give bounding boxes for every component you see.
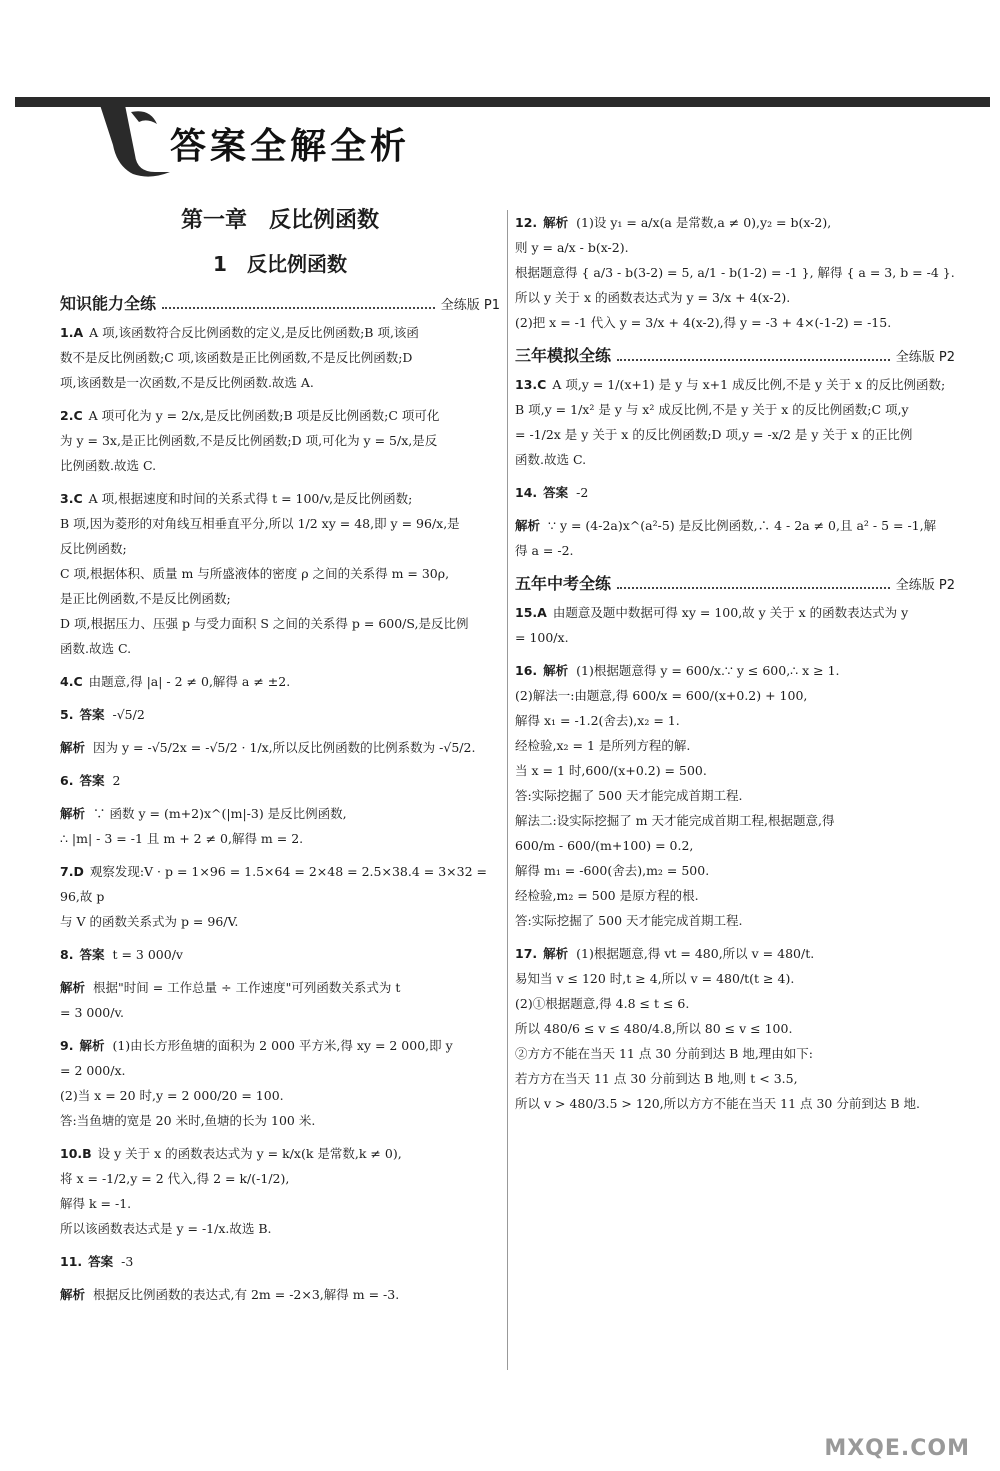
header-logo-icon [95, 100, 175, 180]
answer-line: 比例函数.故选 C. [60, 458, 157, 473]
section-leader [617, 577, 890, 589]
answer-line [60, 702, 500, 727]
answer-line: ②方方不能在当天 11 点 30 分前到达 B 地,理由如下: [515, 1046, 814, 1061]
question-number: 13.C [515, 377, 547, 392]
answer-line [60, 1141, 500, 1166]
answer-line: = -1/2x 是 y 关于 x 的反比例函数;D 项,y = -x/2 是 y 关于 x 的正比例 [515, 427, 913, 442]
question-number: 1.A [60, 325, 84, 340]
question-number: 3.C [60, 491, 83, 506]
section-page-ref: 全练版 P2 [895, 578, 955, 593]
question-number: 15.A [515, 605, 547, 620]
section-name: 知识能力全练 [60, 294, 157, 313]
answer-line: 则 y = a/x - b(x-2). [515, 240, 629, 255]
answer-line: = 3 000/v. [60, 1005, 124, 1020]
answer-line: C 项,根据体积、质量 m 与所盛液体的密度 ρ 之间的关系得 m = 30ρ, [60, 566, 450, 581]
answer-item [60, 859, 500, 934]
left-sections [60, 291, 500, 1307]
answer-line [515, 658, 955, 683]
question-number: 10.B [60, 1146, 92, 1161]
answer-text: -√5/2 [112, 707, 145, 722]
answer-line: (2)把 x = -1 代入 y = 3/x + 4(x-2),得 y = -3 + 4×(-1-2) = -15. [515, 315, 892, 330]
answer-item [60, 801, 500, 851]
answer-item [60, 1141, 500, 1241]
answer-text: (1)根据题意得 y = 600/x.∵ y ≤ 600,∴ x ≥ 1. [576, 663, 840, 678]
answer-item [515, 513, 955, 563]
answer-text: 2 [112, 773, 121, 788]
section-leader [617, 349, 890, 361]
answer-text: 由题意,得 |a| - 2 ≠ 0,解得 a ≠ ±2. [88, 674, 291, 689]
answer-line: 经检验,m₂ = 500 是原方程的根. [515, 888, 699, 903]
answer-line: = 2 000/x. [60, 1063, 126, 1078]
answer-item [515, 658, 955, 933]
answer-line: 将 x = -1/2,y = 2 代入,得 2 = k/(-1/2), [60, 1171, 290, 1186]
answer-item [60, 486, 500, 661]
answer-line: 数不是反比例函数;C 项,该函数是正比例函数,不是反比例函数;D [60, 350, 413, 365]
answer-line: 函数.故选 C. [60, 641, 132, 656]
answer-item [515, 600, 955, 650]
answer-label: 解析 [60, 740, 86, 755]
answer-label: 解析 [79, 1038, 105, 1053]
question-number: 7.D [60, 864, 84, 879]
question-number: 9. [60, 1038, 74, 1053]
answer-line: 所以该函数表达式是 y = -1/x.故选 B. [60, 1221, 272, 1236]
answer-line [60, 669, 500, 694]
answer-line [60, 403, 500, 428]
answer-text: t = 3 000/v [112, 947, 183, 962]
answer-line: 为 y = 3x,是正比例函数,不是反比例函数;D 项,可化为 y = 5/x,是反 [60, 433, 438, 448]
answer-item [60, 403, 500, 478]
right-column [515, 210, 955, 1370]
answer-item [60, 975, 500, 1025]
right-top-items [515, 210, 955, 335]
answer-item [60, 942, 500, 967]
answer-line: 根据题意得 { a/3 - b(3-2) = 5, a/1 - b(1-2) = -1 }, 解得 { a = 3, b = -4 }. [515, 265, 955, 280]
question-number: 2.C [60, 408, 83, 423]
answer-text: ∵ 函数 y = (m+2)x^(|m|-3) 是反比例函数, [93, 806, 347, 821]
answer-label: 解析 [515, 518, 541, 533]
answer-line: = 100/x. [515, 630, 569, 645]
answer-line: 答:实际挖掘了 500 天才能完成首期工程. [515, 788, 743, 803]
answer-item [60, 768, 500, 793]
answer-label: 答案 [79, 707, 105, 722]
answer-line: (2)当 x = 20 时,y = 2 000/20 = 100. [60, 1088, 284, 1103]
answer-line: 当 x = 1 时,600/(x+0.2) = 500. [515, 763, 707, 778]
answer-line [515, 600, 955, 625]
answer-text: ∵ y = (4-2a)x^(a²-5) 是反比例函数,∴ 4 - 2a ≠ 0,且 a² - 5 = -1,解 [548, 518, 937, 533]
answer-item [515, 372, 955, 472]
answer-line: 解得 m₁ = -600(舍去),m₂ = 500. [515, 863, 710, 878]
answer-line: 解得 k = -1. [60, 1196, 132, 1211]
answer-line: 是正比例函数,不是反比例函数; [60, 591, 231, 606]
answer-line [515, 941, 955, 966]
question-number: 4.C [60, 674, 83, 689]
question-number: 8. [60, 947, 74, 962]
answer-item [60, 1282, 500, 1307]
answer-line [60, 486, 500, 511]
answer-line: 所以 v > 480/3.5 > 120,所以方方不能在当天 11 点 30 分前到达 B 地. [515, 1096, 920, 1111]
answer-line: B 项,y = 1/x² 是 y 与 x² 成反比例,不是 y 关于 x 的反比例函数;C 项,y [515, 402, 909, 417]
answer-line: D 项,根据压力、压强 p 与受力面积 S 之间的关系得 p = 600/S,是反比例 [60, 616, 469, 631]
answer-label: 解析 [543, 215, 569, 230]
answer-label: 答案 [543, 485, 569, 500]
answer-line [515, 480, 955, 505]
left-column [60, 195, 500, 1375]
answer-line: 所以 480/6 ≤ v ≤ 480/4.8,所以 80 ≤ v ≤ 100. [515, 1021, 793, 1036]
answer-text: 根据"时间 = 工作总量 ÷ 工作速度"可列函数关系式为 t [93, 980, 401, 995]
answer-text: A 项,该函数符合反比例函数的定义,是反比例函数;B 项,该函 [89, 325, 419, 340]
answer-item [515, 941, 955, 1116]
answer-line: B 项,因为菱形的对角线互相垂直平分,所以 1/2 xy = 48,即 y = 96/x,是 [60, 516, 460, 531]
answer-line: 解法二:设实际挖掘了 m 天才能完成首期工程,根据题意,得 [515, 813, 835, 828]
answer-text: 因为 y = -√5/2x = -√5/2 · 1/x,所以反比例函数的比例系数为 -√5/2. [93, 740, 476, 755]
answer-label: 解析 [60, 806, 86, 821]
answer-text: A 项,根据速度和时间的关系式得 t = 100/v,是反比例函数; [88, 491, 413, 506]
question-number: 17. [515, 946, 538, 961]
answer-line [60, 942, 500, 967]
question-number: 11. [60, 1254, 83, 1269]
answer-text: (1)由长方形鱼塘的面积为 2 000 平方米,得 xy = 2 000,即 y [112, 1038, 453, 1053]
answer-text: (1)根据题意,得 vt = 480,所以 v = 480/t. [576, 946, 815, 961]
answer-item [60, 320, 500, 395]
question-number: 14. [515, 485, 538, 500]
answer-line [515, 210, 955, 235]
watermark-text: MXQE.COM [824, 1436, 970, 1461]
answer-line [60, 735, 500, 760]
answer-label: 解析 [60, 1287, 86, 1302]
answer-line [60, 1033, 500, 1058]
section-header [60, 291, 500, 314]
answer-line [60, 859, 500, 909]
answer-line: 得 a = -2. [515, 543, 574, 558]
answer-line: 项,该函数是一次函数,不是反比例函数.故选 A. [60, 375, 314, 390]
answer-item [60, 669, 500, 694]
answer-line [60, 1282, 500, 1307]
question-number: 5. [60, 707, 74, 722]
answer-text: A 项,y = 1/(x+1) 是 y 与 x+1 成反比例,不是 y 关于 x 的反比例函数; [552, 377, 946, 392]
answer-item [60, 702, 500, 727]
answer-text: (1)设 y₁ = a/x(a 是常数,a ≠ 0),y₂ = b(x-2), [576, 215, 832, 230]
answer-item [515, 210, 955, 335]
answer-text: -3 [121, 1254, 134, 1269]
section-leader [162, 297, 435, 309]
answer-item [60, 735, 500, 760]
answer-item [515, 480, 955, 505]
section-header [515, 343, 955, 366]
answer-line [515, 513, 955, 538]
answer-line: 所以 y 关于 x 的函数表达式为 y = 3/x + 4(x-2). [515, 290, 791, 305]
answer-line: 与 V 的函数关系式为 p = 96/V. [60, 914, 239, 929]
answer-line [60, 801, 500, 826]
answer-text: 设 y 关于 x 的函数表达式为 y = k/x(k 是常数,k ≠ 0), [97, 1146, 402, 1161]
answer-label: 解析 [60, 980, 86, 995]
answer-label: 答案 [79, 773, 105, 788]
page-title: 答案全解全析 [170, 126, 411, 167]
right-sections [515, 343, 955, 1116]
answer-text: 观察发现:V · p = 1×96 = 1.5×64 = 2×48 = 2.5×38.4 = 3×32 = 96,故 p [60, 864, 487, 904]
answer-line: 答:当鱼塘的宽是 20 米时,鱼塘的长为 100 米. [60, 1113, 316, 1128]
question-number: 6. [60, 773, 74, 788]
answer-line: (2)解法一:由题意,得 600/x = 600/(x+0.2) + 100, [515, 688, 808, 703]
answer-label: 解析 [543, 663, 569, 678]
answer-item [60, 1249, 500, 1274]
answer-text: A 项可化为 y = 2/x,是反比例函数;B 项是反比例函数;C 项可化 [88, 408, 440, 423]
answer-line: 600/m - 600/(m+100) = 0.2, [515, 838, 694, 853]
answer-line [515, 372, 955, 397]
section-page-ref: 全练版 P1 [440, 298, 500, 313]
answer-text: -2 [576, 485, 589, 500]
answer-line: (2)①根据题意,得 4.8 ≤ t ≤ 6. [515, 996, 690, 1011]
section-header [515, 571, 955, 594]
section-page-ref: 全练版 P2 [895, 350, 955, 365]
answer-item [60, 1033, 500, 1133]
section-name: 三年模拟全练 [515, 346, 612, 365]
answer-text: 由题意及题中数据可得 xy = 100,故 y 关于 x 的函数表达式为 y [552, 605, 909, 620]
answer-text: 根据反比例函数的表达式,有 2m = -2×3,解得 m = -3. [93, 1287, 400, 1302]
answer-line: 答:实际挖掘了 500 天才能完成首期工程. [515, 913, 743, 928]
column-divider [507, 210, 508, 1370]
answer-label: 答案 [79, 947, 105, 962]
answer-line: 经检验,x₂ = 1 是所列方程的解. [515, 738, 691, 753]
answer-line [60, 768, 500, 793]
question-number: 12. [515, 215, 538, 230]
section-title: 1 反比例函数 [213, 252, 347, 276]
chapter-title: 第一章 反比例函数 [180, 208, 379, 233]
answer-line [60, 975, 500, 1000]
answer-label: 答案 [88, 1254, 114, 1269]
answer-line: ∴ |m| - 3 = -1 且 m + 2 ≠ 0,解得 m = 2. [60, 831, 304, 846]
answer-line: 若方方在当天 11 点 30 分前到达 B 地,则 t < 3.5, [515, 1071, 798, 1086]
answer-line: 易知当 v ≤ 120 时,t ≥ 4,所以 v = 480/t(t ≥ 4). [515, 971, 795, 986]
answer-line: 函数.故选 C. [515, 452, 587, 467]
answer-line [60, 1249, 500, 1274]
answer-line [60, 320, 500, 345]
question-number: 16. [515, 663, 538, 678]
section-name: 五年中考全练 [515, 574, 612, 593]
answer-line: 解得 x₁ = -1.2(舍去),x₂ = 1. [515, 713, 680, 728]
answer-label: 解析 [543, 946, 569, 961]
answer-line: 反比例函数; [60, 541, 127, 556]
